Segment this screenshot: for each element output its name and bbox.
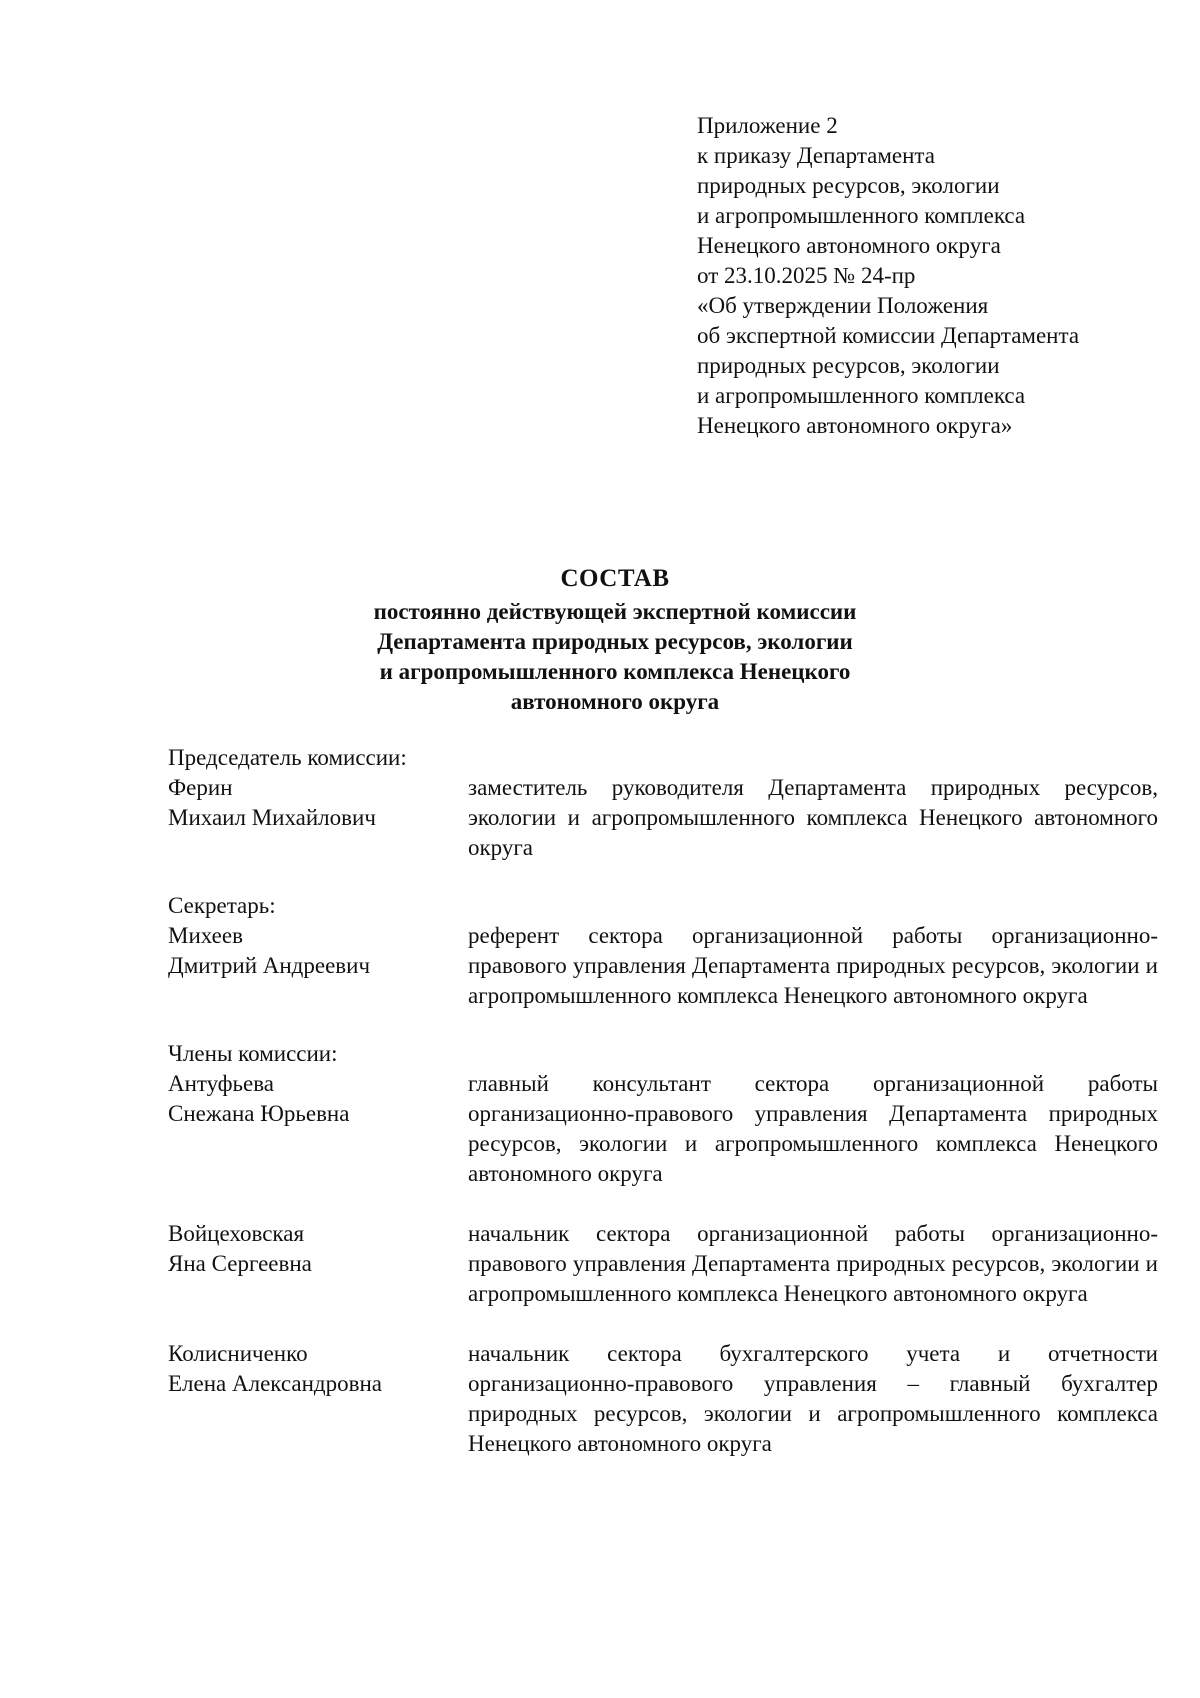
appendix-line: и агропромышленного комплекса [697, 383, 1026, 408]
member-name [168, 921, 468, 1011]
appendix-line: от 23.10.2025 № 24-пр [697, 263, 916, 288]
member-given-name: Яна Сергеевна [168, 1251, 312, 1276]
member-surname: Ферин [168, 775, 233, 800]
member-surname: Колисниченко [168, 1341, 308, 1366]
member-entry [168, 773, 1158, 863]
member-entry [168, 1219, 1158, 1309]
member-given-name: Снежана Юрьевна [168, 1101, 350, 1126]
member-name [168, 1219, 468, 1309]
appendix-line: Ненецкого автономного округа [697, 233, 1001, 258]
document-title [300, 563, 930, 717]
member-name [168, 1339, 468, 1459]
member-given-name: Елена Александровна [168, 1371, 382, 1396]
appendix-line: «Об утверждении Положения [697, 293, 989, 318]
commission-members [168, 743, 1158, 1487]
member-position: заместитель руководителя Департамента природных ресурсов, экологии и агропромышленного комплекса Ненецкого автономного округа [468, 775, 1158, 860]
member-position: начальник сектора бухгалтерского учета и отчетности организационно-правового управления – главный бухгалтер природных ресурсов, экологии и агропромышленного комплекса Ненецкого автономного округа [468, 1341, 1158, 1456]
section-title: Секретарь: [168, 893, 276, 918]
section-members [168, 1039, 1158, 1459]
member-position: референт сектора организационной работы организационно-правового управления Департамента природных ресурсов, экологии и агропромышленного комплекса Ненецкого автономного округа [468, 923, 1158, 1008]
member-name [168, 773, 468, 863]
member-position: начальник сектора организационной работы организационно-правового управления Департамента природных ресурсов, экологии и агропромышленного комплекса Ненецкого автономного округа [468, 1221, 1158, 1306]
appendix-line: об экспертной комиссии Департамента [697, 323, 1080, 348]
section-title: Члены комиссии: [168, 1041, 338, 1066]
member-surname: Михеев [168, 923, 243, 948]
member-entry [168, 1069, 1158, 1189]
section-chairman [168, 743, 1158, 863]
member-entry [168, 1339, 1158, 1459]
title-main: СОСТАВ [560, 565, 670, 592]
appendix-line: природных ресурсов, экологии [697, 173, 1000, 198]
member-surname: Антуфьева [168, 1071, 274, 1096]
member-entry [168, 921, 1158, 1011]
member-given-name: Дмитрий Андреевич [168, 953, 371, 978]
appendix-line: к приказу Департамента [697, 143, 935, 168]
appendix-line: Ненецкого автономного округа» [697, 413, 1013, 438]
title-line: автономного округа [510, 689, 720, 714]
member-surname: Войцеховская [168, 1221, 305, 1246]
title-line: постоянно действующей экспертной комиссии [373, 599, 857, 624]
appendix-line: природных ресурсов, экологии [697, 353, 1000, 378]
appendix-header [697, 111, 1157, 441]
member-name [168, 1069, 468, 1189]
member-position: главный консультант сектора организационной работы организационно-правового управления Департамента природных ресурсов, экологии и агропромышленного комплекса Ненецкого автономного округа [468, 1071, 1158, 1186]
section-secretary [168, 891, 1158, 1011]
title-line: Департамента природных ресурсов, экологии [377, 629, 853, 654]
appendix-line: и агропромышленного комплекса [697, 203, 1026, 228]
title-line: и агропромышленного комплекса Ненецкого [379, 659, 851, 684]
appendix-line: Приложение 2 [697, 113, 838, 138]
section-title: Председатель комиссии: [168, 745, 407, 770]
member-given-name: Михаил Михайлович [168, 805, 376, 830]
